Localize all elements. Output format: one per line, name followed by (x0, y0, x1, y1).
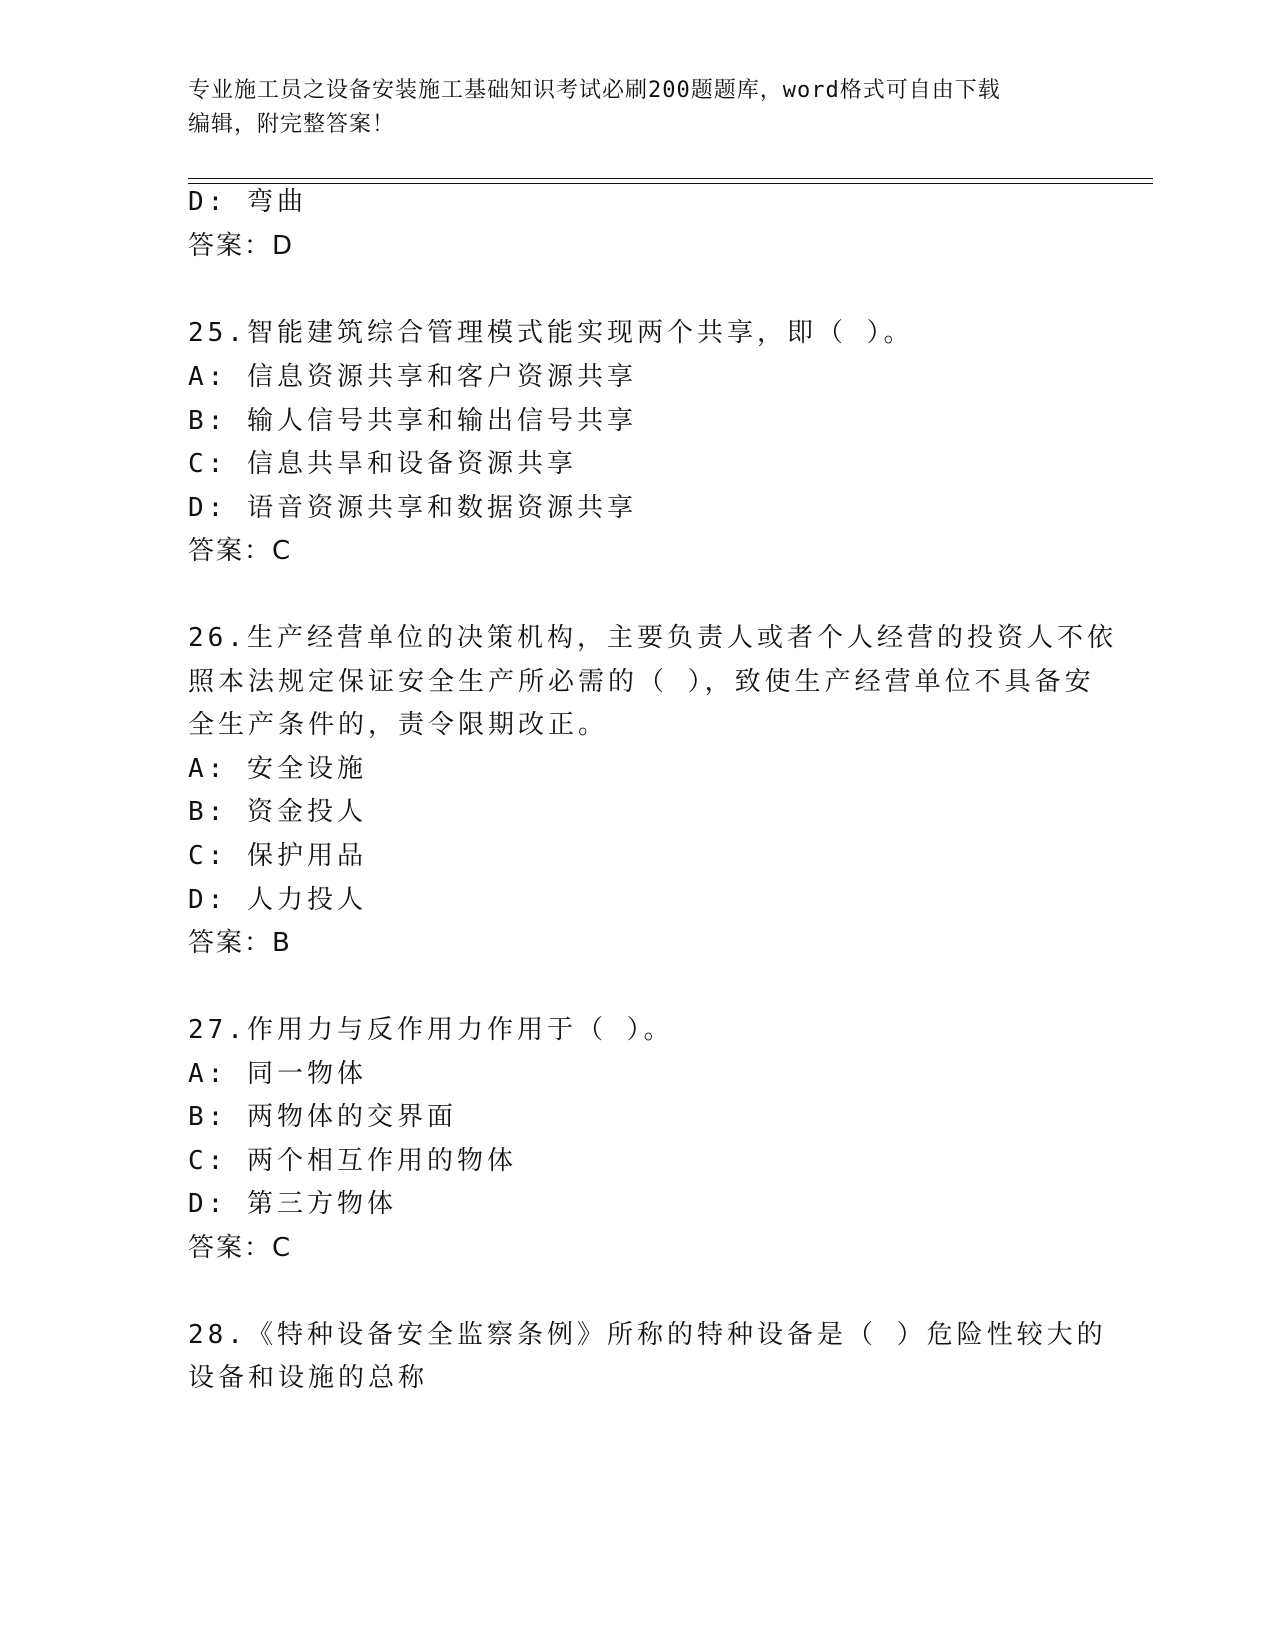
option-a: A: 信息资源共享和客户资源共享 (188, 362, 637, 392)
option-b: B: 输人信号共享和输出信号共享 (188, 406, 637, 436)
header-divider-bottom (188, 183, 1153, 184)
question-stem-line-2: 设备和设施的总称 (188, 1363, 429, 1393)
continued-option-d: D: 弯曲 (188, 187, 307, 217)
question-stem-line-3: 全生产条件的，责令限期改正。 (188, 710, 609, 740)
question-stem-line-2: 照本法规定保证安全生产所必需的（ ），致使生产经营单位不具备安 (188, 667, 1095, 697)
option-a: A: 安全设施 (188, 754, 367, 784)
question-stem: 25.智能建筑综合管理模式能实现两个共享，即（ ）。 (188, 318, 914, 348)
answer: 答案：C (188, 1233, 293, 1263)
header-line-1: 专业施工员之设备安装施工基础知识考试必刷200题题库，word格式可自由下载 (188, 78, 1001, 103)
header-divider-top (188, 178, 1153, 179)
option-c: C: 两个相互作用的物体 (188, 1146, 517, 1176)
option-b: B: 资金投人 (188, 797, 367, 827)
option-a: A: 同一物体 (188, 1059, 367, 1089)
option-c: C: 保护用品 (188, 841, 367, 871)
question-stem: 27.作用力与反作用力作用于（ ）。 (188, 1015, 674, 1045)
document-header (188, 74, 1068, 142)
question-stem-line-1: 28.《特种设备安全监察条例》所称的特种设备是（ ）危险性较大的 (188, 1320, 1107, 1350)
option-d: D: 第三方物体 (188, 1189, 397, 1219)
option-c: C: 信息共旱和设备资源共享 (188, 449, 577, 479)
answer: 答案：B (188, 928, 292, 958)
continued-answer: 答案：D (188, 231, 295, 261)
question-stem-line-1: 26.生产经营单位的决策机构，主要负责人或者个人经营的投资人不依 (188, 623, 1117, 653)
answer: 答案：C (188, 536, 293, 566)
option-b: B: 两物体的交界面 (188, 1102, 457, 1132)
option-d: D: 人力投人 (188, 885, 367, 915)
option-d: D: 语音资源共享和数据资源共享 (188, 493, 637, 523)
header-line-2: 编辑，附完整答案！ (188, 112, 396, 137)
